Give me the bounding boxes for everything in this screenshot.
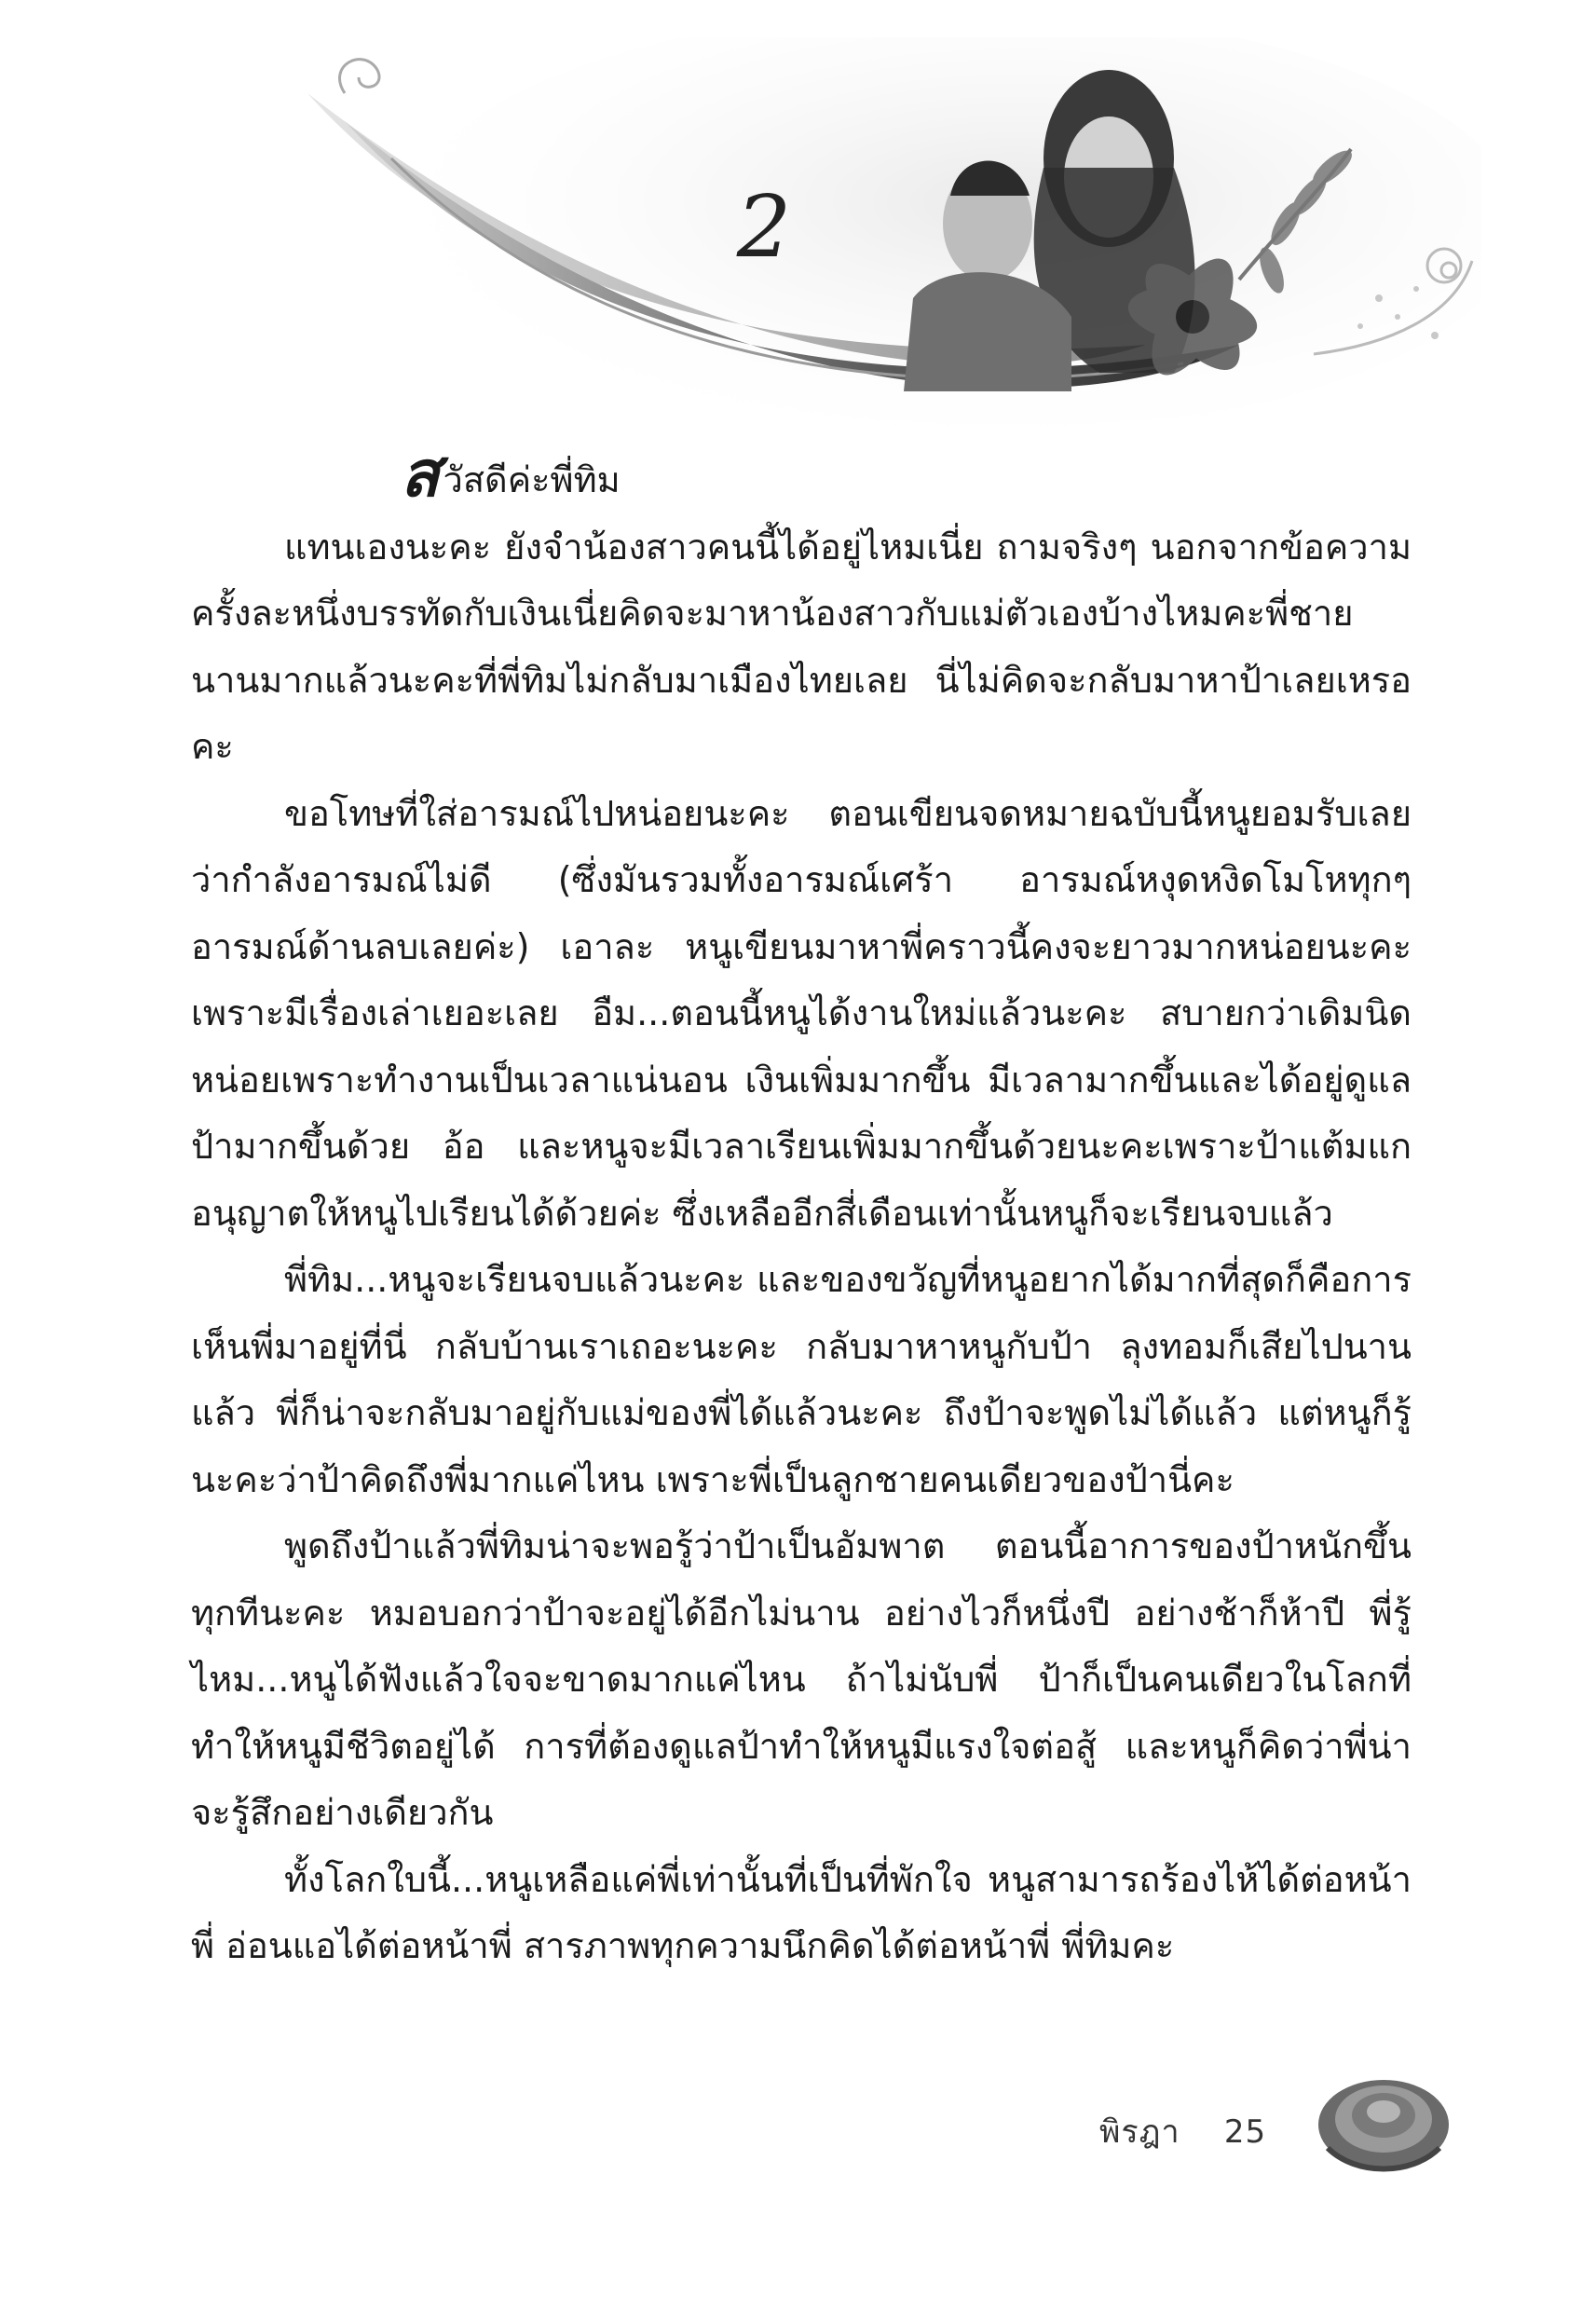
chapter-banner-illustration xyxy=(307,37,1481,475)
letter-body xyxy=(191,437,1412,1980)
paragraph: พูดถึงป้าแล้วพี่ทิมน่าจะพอรู้ว่าป้าเป็นอัมพาต ตอนนี้อาการของป้าหนักขึ้นทุกทีนะคะ หมอบอกว่าป้าจะอยู่ได้อีกไม่นาน อย่างไวก็หนึ่งปี อย่างช้าก็ห้าปี พี่รู้ไหม...หนูได้ฟังแล้วใจจะขาดมากแค่ไหน ถ้าไม่นับพี่ ป้าก็เป็นคนเดียวในโลกที่ทำให้หนูมีชีวิตอยู่ได้ การที่ต้องดูแลป้าทำให้หนูมีแรงใจต่อสู้ และหนูก็คิดว่าพี่น่าจะรู้สึกอย่างเดียวกัน xyxy=(191,1525,1412,1833)
running-title: พิรฎา xyxy=(1099,2113,1180,2151)
paragraph: ทั้งโลกใบนี้...หนูเหลือแค่พี่เท่านั้นที่เป็นที่พักใจ หนูสามารถร้องไห้ได้ต่อหน้าพี่ อ่อนแอได้ต่อหน้าพี่ สารภาพทุกความนึกคิดได้ต่อหน้าพี่ พี่ทิมคะ xyxy=(191,1858,1412,1966)
page-footer xyxy=(1099,2106,1266,2156)
salutation-text: วัสดีค่ะพี่ทิม xyxy=(443,459,621,500)
chapter-number: 2 xyxy=(736,177,792,277)
page-number: 25 xyxy=(1223,2113,1267,2151)
paragraph: พี่ทิม...หนูจะเรียนจบแล้วนะคะ และของขวัญที่หนูอยากได้มากที่สุดก็คือการเห็นพี่มาอยู่ที่นี่ กลับบ้านเราเถอะนะคะ กลับมาหาหนูกับป้า ลุงทอมก็เสียไปนานแล้ว พี่ก็น่าจะกลับมาอยู่กับแม่ของพี่ได้แล้วนะคะ ถึงป้าจะพูดไม่ได้แล้ว แต่หนูก็รู้นะคะว่าป้าคิดถึงพี่มากแค่ไหน เพราะพี่เป็นลูกชายคนเดียวของป้านี่คะ xyxy=(191,1259,1412,1500)
paragraph: ขอโทษที่ใส่อารมณ์ไปหน่อยนะคะ ตอนเขียนจดหมายฉบับนี้หนูยอมรับเลยว่ากำลังอารมณ์ไม่ดี (ซึ่งมันรวมทั้งอารมณ์เศร้า อารมณ์หงุดหงิดโมโหทุกๆ อารมณ์ด้านลบเลยค่ะ) เอาละ หนูเขียนมาหาพี่คราวนี้คงจะยาวมากหน่อยนะคะ เพราะมีเรื่องเล่าเยอะเลย อืม...ตอนนี้หนูได้งานใหม่แล้วนะคะ สบายกว่าเดิมนิดหน่อยเพราะทำงานเป็นเวลาแน่นอน เงินเพิ่มมากขึ้น มีเวลามากขึ้นและได้อยู่ดูแลป้ามากขึ้นด้วย อ้อ และหนูจะมีเวลาเรียนเพิ่มมากขึ้นด้วยนะคะเพราะป้าแต้มแกอนุญาตให้หนูไปเรียนได้ด้วยค่ะ ซึ่งเหลืออีกสี่เดือนเท่านั้นหนูก็จะเรียนจบแล้ว xyxy=(191,792,1412,1234)
salutation xyxy=(191,437,1412,514)
rose-icon xyxy=(1309,2059,1458,2181)
paragraph: แทนเองนะคะ ยังจำน้องสาวคนนี้ได้อยู่ไหมเนี่ย ถามจริงๆ นอกจากข้อความครั้งละหนึ่งบรรทัดกับเงินเนี่ยคิดจะมาหาน้องสาวกับแม่ตัวเองบ้างไหมคะพี่ชาย นานมากแล้วนะคะที่พี่ทิมไม่กลับมาเมืองไทยเลย นี่ไม่คิดจะกลับมาหาป้าเลยเหรอคะ xyxy=(191,526,1412,767)
drop-cap: ส xyxy=(401,437,440,512)
